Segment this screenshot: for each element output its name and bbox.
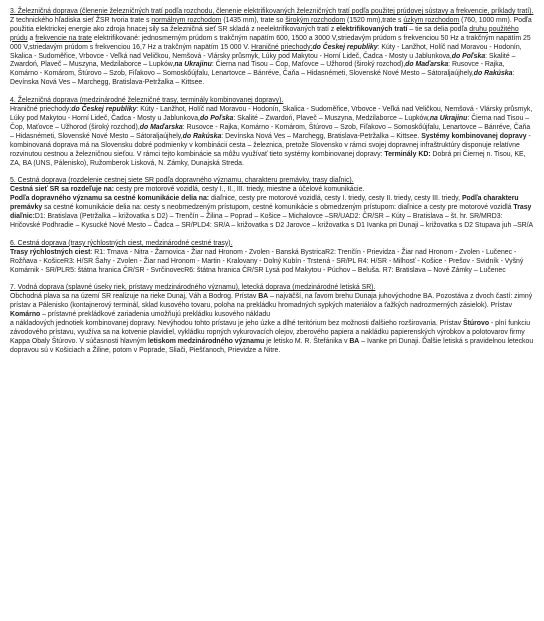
- text-run: – tie sa delia podľa: [407, 25, 470, 33]
- text-run: Dobrá pri Čiernej n. Tisou, KE, ZA, BA (UNS, Páleniskо), Ružomberok Lisková, N. Zámky, Dunajská Streda.: [10, 150, 526, 167]
- text-run: – prístavné prekládkové zariadenia umožňujú prekládku kusového nákladu: [40, 311, 271, 319]
- section-s6: [10, 240, 534, 276]
- text-run: do Poľska: [451, 52, 486, 60]
- text-run: : Skalité – Zwardoń, Plaveč – Muszyna, Medzilaborce – Lupków,: [10, 52, 516, 69]
- text-run: : Devínska Nová Ves – Marchegg, Bratislava-Petržalka – Kittsee.: [221, 132, 422, 140]
- text-run: sa cestné komunikácie delia na: cesty s neobmedzeným prístupom, cestné komunikácie s obmedzeným prístupom: diaľnice a cesty pre motorové vozidlá: [42, 204, 514, 212]
- text-run: frekvencie na trate: [35, 34, 92, 42]
- text-run: : Skalité – Zwardoń, Plaveč – Muszyna, Medzilaborce – Lupków,: [233, 114, 430, 122]
- text-run: cesty pre motorové vozidlá, cesty I., II., III. triedy, miestne a účelové komunikácie.: [114, 186, 365, 194]
- text-run: Systémy kombinovanej dopravy: [421, 132, 527, 140]
- section-s5: [10, 177, 534, 230]
- section-s4: [10, 97, 534, 168]
- text-run: - plní funkciu závodového prístavu, využíva sa na kotvenie plavidiel, vykládku ropných vykurovacích olejov, zberového papiera a nakládku papierenských výrobkov a polotovarov firmy Kappa Obaly Štúrovo. V súčasnosti hlavným: [10, 320, 531, 345]
- text-run: : Devínska Nová Ves – Marchegg, Bratislava-Petržalka – Kittsee.: [10, 70, 515, 87]
- paragraph: [10, 320, 534, 356]
- text-run: a nákladových jednotiek kombinovanej dopravy. Nevýhodou tohto prístavu je jeho úzke a dlhé teritórium bez možnosti ďalšieho rozširovania. Prístav: [10, 320, 464, 328]
- text-run: do Rakúska: [182, 132, 222, 140]
- text-run: letiskom medzinárodného významu: [147, 337, 265, 345]
- text-run: BA: [349, 337, 360, 345]
- text-run: – najväčší, na ľavom brehu Dunaja juhovýchodne BA. Pozostáva z dvoch častí: zimný prístav a Páleniskо (kontajnerový terminál, sklad kusového tovaru, poloha na prekládku hromadných sypkých materiálov a ťažkých nadrozmerných zásielok). Prístav: [10, 293, 533, 310]
- text-run: Podľa dopravného významu sa cestné komunikácie delia na:: [10, 195, 210, 203]
- text-run: úzkym rozchodom: [403, 16, 460, 24]
- text-run: do Českej republiky: [312, 43, 378, 51]
- text-run: širokým rozchodom: [285, 16, 346, 24]
- text-run: Z technického hľadiska sieť ŽSR tvoria trate s: [10, 16, 152, 24]
- text-run: : Čierna nad Tisou – Čop, Maťovce – Užhorod (široký rozchod),: [10, 114, 530, 131]
- text-run: Cestná sieť SR sa rozdeľuje na:: [10, 186, 114, 194]
- text-run: D1: Bratislava (Petržalka – križovatka s D2) – Trenčín – Žilina – Poprad – Košice – Michalovce –SR/UAD2: ČR/SR – Kúty – Bratislava – št. hr. SR/MRD3: Hričovské Podhradie – Kysucké Nové Mesto – Čadca – SR/PLD4: SR/A – križovatka s D2 Jarovce – križovatka s D1 Ivanka pri Dunaji – križovatka s D2 Stupava juh –SR/A: [10, 213, 534, 229]
- text-run: Trasy rýchlostných ciest: [10, 248, 91, 256]
- text-run: : Kúty - Lanžhot, Holíč nad Moravou - Hodonín, Skalica - Sudoměřice, Vrbovce - Veľká nad Veličkou, Nemšová - Vlársky průsmyk, Lúky pod Makytou - Horní Lideč, Čadca - Mosty u Jablunkova,: [10, 106, 533, 122]
- text-run: je letisko M. R. Štefánika v: [264, 337, 350, 345]
- text-run: druhu použitého prúdu: [10, 25, 519, 42]
- text-run: Trasy diaľnic:: [10, 204, 532, 221]
- text-run: Hraničné priechody:: [10, 106, 72, 114]
- text-run: (1435 mm), trate so: [221, 16, 286, 24]
- section-heading: 3. Železničná doprava (členenie železničných tratí podľa rozchodu, členenie elektrifikovaných železničných tratí podľa použitej prúdovej sústavy a frekvencie, príklady tratí).: [10, 8, 534, 15]
- text-run: Komárno: [10, 311, 41, 319]
- text-run: Obchodná plava sa na území SR realizuje na rieke Dunaj, Váh a Bodrog. Prístav: [10, 293, 259, 301]
- section-heading: 4. Železničná doprava (medzinárodné železničné trasy, terminály kombinovanej dopravy).: [10, 97, 284, 105]
- paragraph: [10, 17, 534, 88]
- section-s3: [10, 8, 534, 88]
- text-run: diaľnice, cesty pre motorové vozidlá, cesty I. triedy, cesty II. triedy, cesty III. triedy,: [209, 195, 462, 203]
- text-run: Terminály KD:: [384, 150, 431, 158]
- text-run: BA: [258, 293, 269, 301]
- text-run: na Ukrajinu: [429, 114, 468, 122]
- paragraph: [10, 106, 534, 168]
- paragraph: [10, 249, 534, 276]
- text-run: do Poľska: [199, 114, 234, 122]
- text-run: : R1: Trnava - Nitra - Žarnovica - Žiar nad Hronom - Zvolen - Banská BystricaR2: Trenčín - Prievidza - Žiar nad Hronom - Zvolen - Lučenec - Rožňava - KošiceR3: H/SR Šahy - Zvolen - Žiar nad Hronom - Martin - Kralovany - Dolný Kubín - Trstená - SR/PL R4: H/SR - Milhosť - Košice - Prešov - Svidník - Vyšný Komárnik - SR/PLR5: štátna hranica ČR/SR - SvrčinovecR6: štátna hranica ČR/SR Lysá pod Makytou - Púchov – Beluša. R7: Bratislava – Nové Zámky – Lučenec: [10, 248, 524, 274]
- text-run: – Ivanke pri Dunaji. Ďalšie letiská s pravidelnou leteckou dopravou sú v Košiciach a Žiline, potom v Poprade, Sliači, Piešťanoch, Prievidze a Nitre.: [10, 337, 534, 354]
- paragraph: [10, 293, 534, 320]
- section-heading: 6. Cestná doprava (trasy rýchlostných ciest, medzinárodné cestné trasy).: [10, 239, 233, 247]
- text-run: elektrifikované: jednosmerným prúdom s trakčným napätím 600, 1500 a 3000 V,striedavým prúdom s frekvenciou 50 Hz a trakčným napätím 25 000 V,striedavým prúdom s frekvenciou 16,7 Hz a trakčným napätím 15 000 V.: [10, 34, 531, 51]
- text-run: na Ukrajinu: [174, 61, 212, 69]
- text-run: a: [27, 34, 36, 42]
- text-run: do Maďarska: [405, 61, 449, 69]
- text-run: do Českej republiky: [71, 106, 137, 114]
- text-run: : Kúty - Lanžhot, Holíč nad Moravou - Hodonín, Skalica - Sudoměřice, Vrbovce - Veľká nad Veličkou, Nemšová - Vlársky průsmyk, Lúky pod Makytou - Horní Lideč, Čadca - Mosty u Jablunkova,: [10, 43, 522, 60]
- paragraph: [10, 186, 534, 195]
- section-heading: 5. Cestná doprava (rozdelenie cestnej siete SR podľa dopravného významu, charakteru premávky, trasy diaľnic).: [10, 177, 354, 185]
- text-run: do Maďarska: [139, 123, 183, 131]
- text-run: Hraničné priechody:: [251, 43, 313, 51]
- section-s7: [10, 284, 534, 355]
- text-run: - kombinovaná doprava má na Slovensku dobré podmienky v kombinácii cesta – železnica, pretože Slovensko v rámci svojej dopravnej infraštruktúry disponuje relatívne rozvinutou cestnou a železničnou sieťou. V rámci tejto kombinácie sa môžu využívať tieto systémy kombinovanej dopravy:: [10, 132, 531, 158]
- text-run: Štúrovo: [463, 320, 490, 328]
- text-run: : Rusovce - Rajka, Komárno - Komárom, Štúrovo – Szob, Fiľakovo – Somoskőújfalu, Lenartovce – Bánréve, Čaňa – Hidasnémeti, Slovenské Nové Mesto – Sátoraljaújhely,: [10, 61, 505, 78]
- section-heading: 7. Vodná doprava (splavné úseky riek, prístavy medzinárodného významu), letecká doprava (medzinárodné letiská SR).: [10, 284, 376, 292]
- text-run: Podľa charakteru premávky: [10, 195, 519, 212]
- text-run: : Rusovce - Rajka, Komárno - Komárom, Štúrovo – Szob, Fiľakovo – Somoskőújfalu, Lenartovce – Bánréve, Čaňa – Hidasnémeti, Slovenské Nové Mesto – Sátoraljaújhely,: [10, 123, 531, 140]
- text-run: (760, 1000 mm). Podľa použitia elektrickej energie ako zdroja hnacej sily sa železničná sieť SR skladá z neelektrifikovaných tratí z: [10, 16, 532, 33]
- paragraph: [10, 195, 534, 231]
- text-run: do Rakúska: [473, 70, 513, 78]
- text-run: elektrifikovaných tratí: [336, 25, 408, 33]
- text-run: : Čierna nad Tisou – Čop, Maťovce – Užhorod (široký rozchod),: [211, 61, 406, 69]
- text-run: (1520 mm),trate s: [345, 16, 404, 24]
- text-run: normálnym rozchodom: [151, 16, 222, 24]
